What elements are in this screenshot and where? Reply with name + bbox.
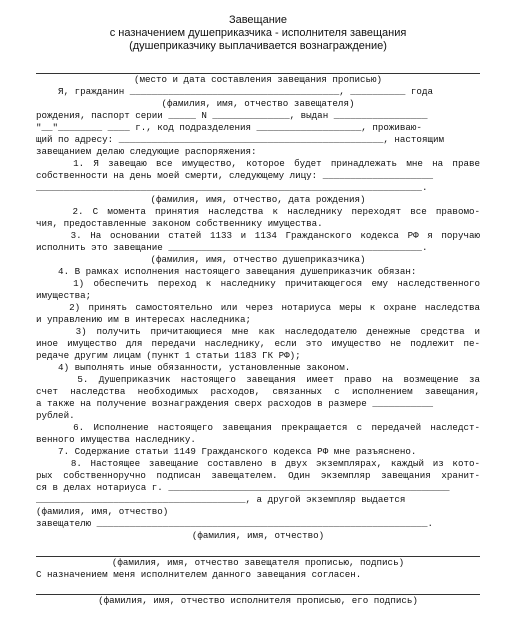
place-date-caption: (место и дата составления завещания прописью): [133, 74, 383, 85]
text-line: 3) получить причитающиеся мне как наследодателю денежные средства и: [36, 326, 480, 337]
text-line: 6. Исполнение настоящего завещания прекращается с передачей наследст-: [36, 422, 480, 433]
document-title: Завещание: [228, 14, 288, 26]
text-line: чия, предоставленные законом собственнику имущества.: [36, 218, 323, 229]
text-line: завещателю ____________________________________________________________.: [36, 518, 433, 529]
text-line: 1) обеспечить переход к наследнику причитающегося ему наследственного: [36, 278, 480, 289]
executor-consent-text: С назначением меня исполнителем данного завещания согласен.: [36, 569, 362, 580]
heir-caption: (фамилия, имя, отчество, дата рождения): [150, 194, 366, 205]
text-line: ся в делах нотариуса г. ___________________________________________________: [36, 482, 450, 493]
text-line: 4) выполнять иные обязанности, установленные законом.: [36, 362, 351, 373]
text-line: собственности на день моей смерти, следующему лицу: ____________________: [36, 170, 433, 181]
text-line: редаче другим лицам (пункт 1 статьи 1183 ГК РФ);: [36, 350, 301, 361]
text-line: 4. В рамках исполнения настоящего завещания душеприказчик обязан:: [36, 266, 417, 277]
text-line: ______________________________________, а другой экземпляр выдается: [36, 494, 406, 505]
heir-blank-line: ______________________________________________________________________.: [36, 182, 428, 193]
text-line: 8. Настоящее завещание составлено в двух экземплярах, каждый из кото-: [36, 458, 480, 469]
executor-caption: (фамилия, имя, отчество душеприказчика): [150, 254, 366, 265]
text-line: 2) принять самостоятельно или через нотариуса меры к охране наследства: [36, 302, 480, 313]
text-line: исполнить это завещание ______________________________________________.: [36, 242, 428, 253]
text-line: а также на получение вознаграждения сверх расходов в размере ___________: [36, 398, 433, 409]
testator-signature-caption: (фамилия, имя, отчество завещателя прописью, подпись): [111, 557, 405, 568]
text-line: 3. На основании статей 1133 и 1134 Гражданского кодекса РФ я поручаю: [36, 230, 480, 241]
text-line: и управлению им в интересах наследника;: [36, 314, 252, 325]
text-line: имущества;: [36, 290, 92, 301]
text-line: венного имущества наследнику.: [36, 434, 196, 445]
document-subtitle: с назначением душеприказчика - исполнителя завещания: [109, 27, 407, 39]
text-line: рублей.: [36, 410, 75, 421]
text-line: рождения, паспорт серии _____ N ______________, выдан _________________: [36, 110, 428, 121]
executor-signature-caption: (фамилия, имя, отчество исполнителя прописью, его подпись): [98, 595, 418, 606]
text-line: завещанием делаю следующие распоряжения:: [36, 146, 257, 157]
testator-name-caption-2: (фамилия, имя, отчество): [191, 530, 325, 541]
text-line: счет наследства необходимых расходов, связанных с исполнением завещания,: [36, 386, 480, 397]
text-line: щий по адресу: ________________________________________________, настоящим: [36, 134, 444, 145]
text-line: 7. Содержание статьи 1149 Гражданского кодекса РФ мне разъяснено.: [36, 446, 417, 457]
notary-name-caption: (фамилия, имя, отчество): [36, 506, 169, 517]
text-line: "__"________ ____ г., код подразделения ___________________, проживаю-: [36, 122, 422, 133]
text-line: иное имущество для передачи наследнику, если это имущество не подлежит пе-: [36, 338, 480, 349]
text-line: 5. Душеприказчик настоящего завещания имеет право на возмещение за: [36, 374, 480, 385]
text-line: Я, гражданин ______________________________________, __________ года: [36, 86, 433, 97]
text-line: 1. Я завещаю все имущество, которое будет принадлежать мне на праве: [36, 158, 480, 169]
document-subtitle-note: (душеприказчику выплачивается вознаграждение): [129, 40, 387, 52]
text-line: рых собственноручно подписан завещателем. Один экземпляр завещания хранит-: [36, 470, 480, 481]
testator-name-caption: (фамилия, имя, отчество завещателя): [161, 98, 355, 109]
text-line: 2. С момента принятия наследства к наследнику переходят все правомо-: [36, 206, 480, 217]
